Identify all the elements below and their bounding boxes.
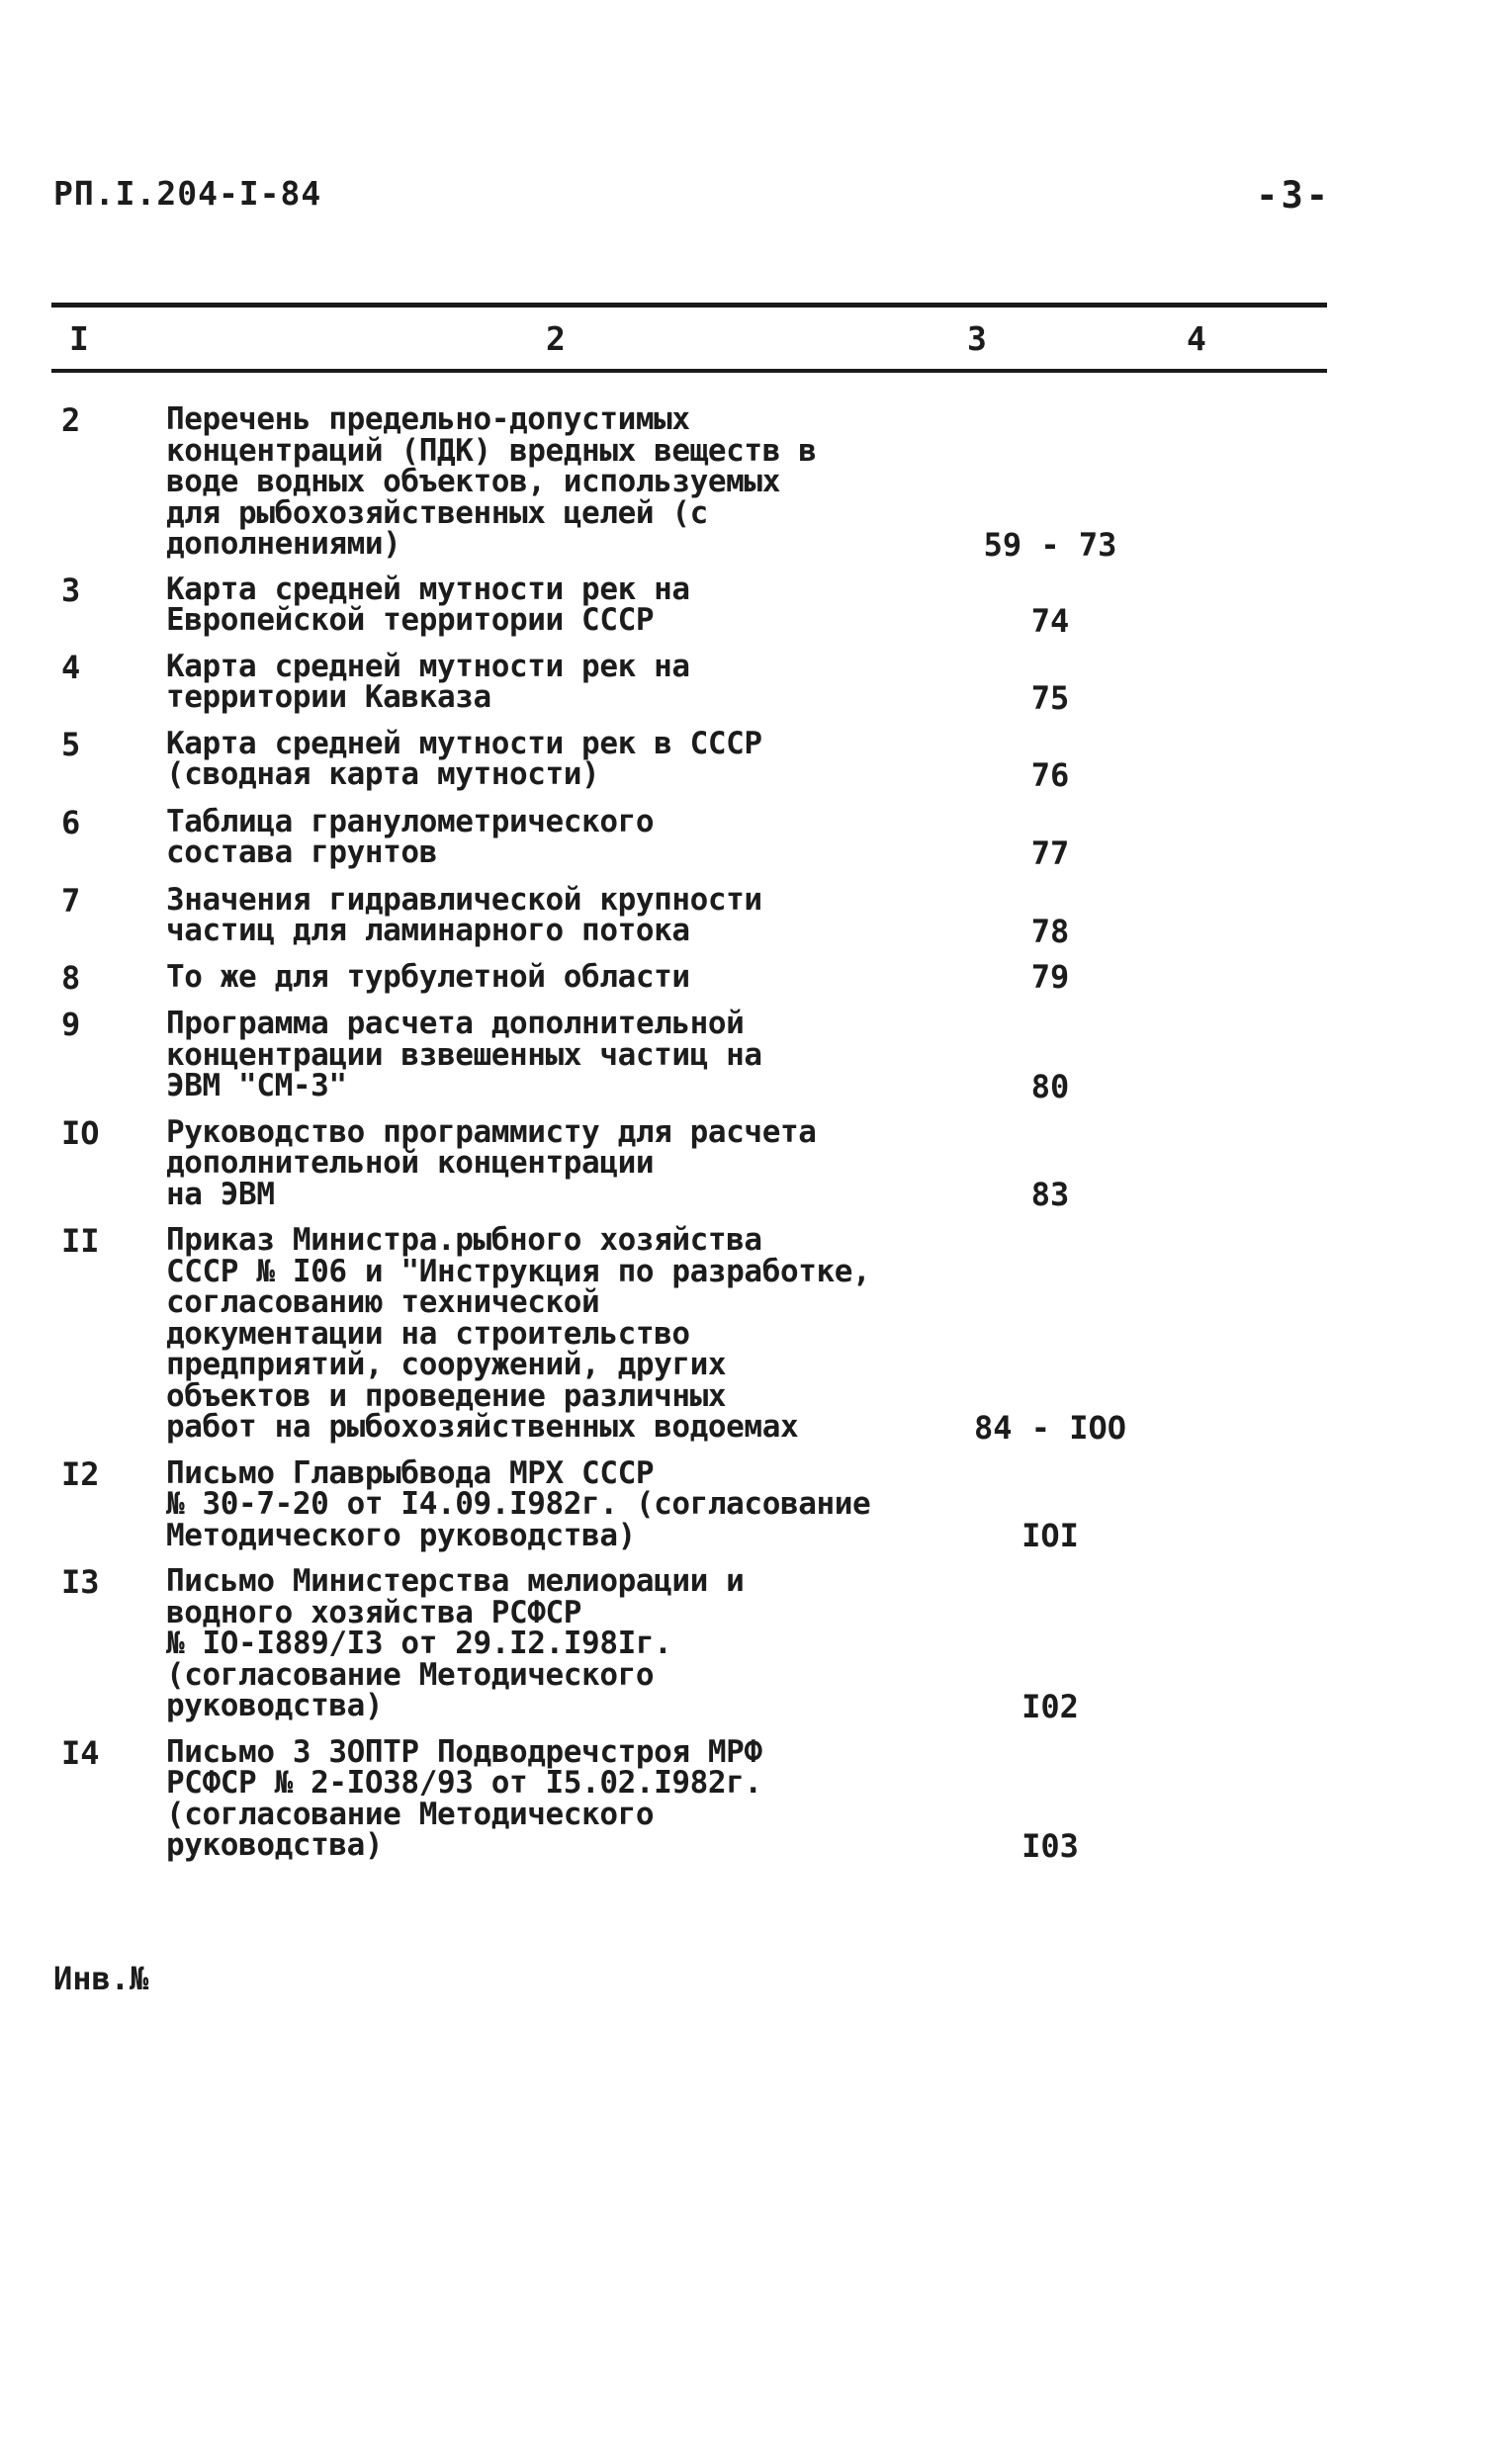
row-title: То же для турбулетной области <box>166 958 690 995</box>
row-pages: I03 <box>1021 1826 1079 1865</box>
row-pages: IOI <box>1021 1517 1079 1554</box>
table-row <box>51 1113 1327 1213</box>
row-title: Таблица гранулометрического состава грунтов <box>166 803 655 870</box>
row-title: Программа расчета дополнительной концентрации взвешенных частиц на ЭВМ "СМ-3" <box>166 1006 762 1103</box>
row-pages: 59 - 73 <box>983 525 1117 564</box>
row-title: Карта средней мутности рек в СССР (сводная карта мутности) <box>166 725 762 792</box>
row-number: IO <box>61 1113 100 1152</box>
row-number: 4 <box>61 648 81 686</box>
row-number: 9 <box>61 1006 81 1043</box>
row-title: Значения гидравлической крупности частиц для ламинарного потока <box>166 881 762 948</box>
row-number: I4 <box>61 1733 100 1772</box>
row-pages: 77 <box>1030 834 1070 872</box>
document-code: РП.I.204-I-84 <box>53 174 322 213</box>
row-number: 8 <box>61 958 81 997</box>
row-number: 7 <box>61 881 81 920</box>
table-header-rule <box>51 369 1327 373</box>
row-pages: 75 <box>1030 678 1070 717</box>
table-row <box>51 1454 1327 1554</box>
row-pages: 78 <box>1030 912 1070 950</box>
contents-table <box>51 303 1327 1865</box>
table-row <box>51 648 1327 717</box>
row-title: Руководство программисту для расчета дополнительной концентрации на ЭВМ <box>166 1113 817 1212</box>
row-title: Приказ Министра.рыбного хозяйства СССР № I06 и "Инструкция по разработке, согласованию технической документации на строительство предприятий, сооружений, других объектов и проведение различных работ на рыбохозяйственных водоемах <box>166 1222 871 1445</box>
row-title: Письмо Министерства мелиорации и водного хозяйства РСФСР № IO-I889/I3 от 29.I2.I98Iг. (согласование Методического руководства) <box>166 1563 745 1723</box>
row-title: Карта средней мутности рек на Европейской территории СССР <box>166 571 690 638</box>
column-header-3: 3 <box>967 319 987 358</box>
row-number: I2 <box>61 1454 100 1493</box>
row-title: Перечень предельно-допустимых концентраций (ПДК) вредных веществ в воде водных объектов, используемых для рыбохозяйственных целей (с дополнениями) <box>166 401 817 562</box>
row-number: 6 <box>61 803 81 841</box>
table-row <box>51 881 1327 950</box>
table-row <box>51 1006 1327 1105</box>
table-row <box>51 401 1327 564</box>
table-row <box>51 1222 1327 1447</box>
inventory-label: Инв.№ <box>53 1960 149 1997</box>
row-pages: I02 <box>1021 1687 1079 1725</box>
page-header <box>53 174 1331 223</box>
row-pages: 80 <box>1030 1067 1070 1105</box>
table-row <box>51 1563 1327 1725</box>
table-row <box>51 958 1327 997</box>
row-pages: 76 <box>1030 755 1070 794</box>
table-row <box>51 725 1327 794</box>
column-header-2: 2 <box>546 319 566 358</box>
row-pages: 83 <box>1030 1176 1070 1213</box>
row-number: 2 <box>61 401 81 439</box>
table-row <box>51 1733 1327 1865</box>
row-pages: 84 - IOO <box>973 1408 1127 1447</box>
row-number: 3 <box>61 571 81 609</box>
table-body <box>51 401 1327 1865</box>
table-row <box>51 571 1327 640</box>
column-header-1: I <box>69 319 89 358</box>
row-title: Письмо Главрыбвода МРХ СССР № 30-7-20 от I4.09.I982г. (согласование Методического руководства) <box>166 1454 871 1553</box>
page-number: -3- <box>1256 174 1331 217</box>
row-number: 5 <box>61 725 81 763</box>
table-row <box>51 803 1327 872</box>
row-title: Письмо 3 ЗОПТР Подводречстроя МРФ РСФСР № 2-IO38/93 от I5.02.I982г. (согласование Методического руководства) <box>166 1733 762 1863</box>
row-title: Карта средней мутности рек на территории Кавказа <box>166 648 690 715</box>
table-header-row <box>51 308 1327 369</box>
row-number: II <box>61 1222 100 1260</box>
row-number: I3 <box>61 1563 100 1601</box>
row-pages: 74 <box>1030 601 1070 640</box>
column-header-4: 4 <box>1187 319 1206 358</box>
row-pages: 79 <box>1030 958 1070 996</box>
